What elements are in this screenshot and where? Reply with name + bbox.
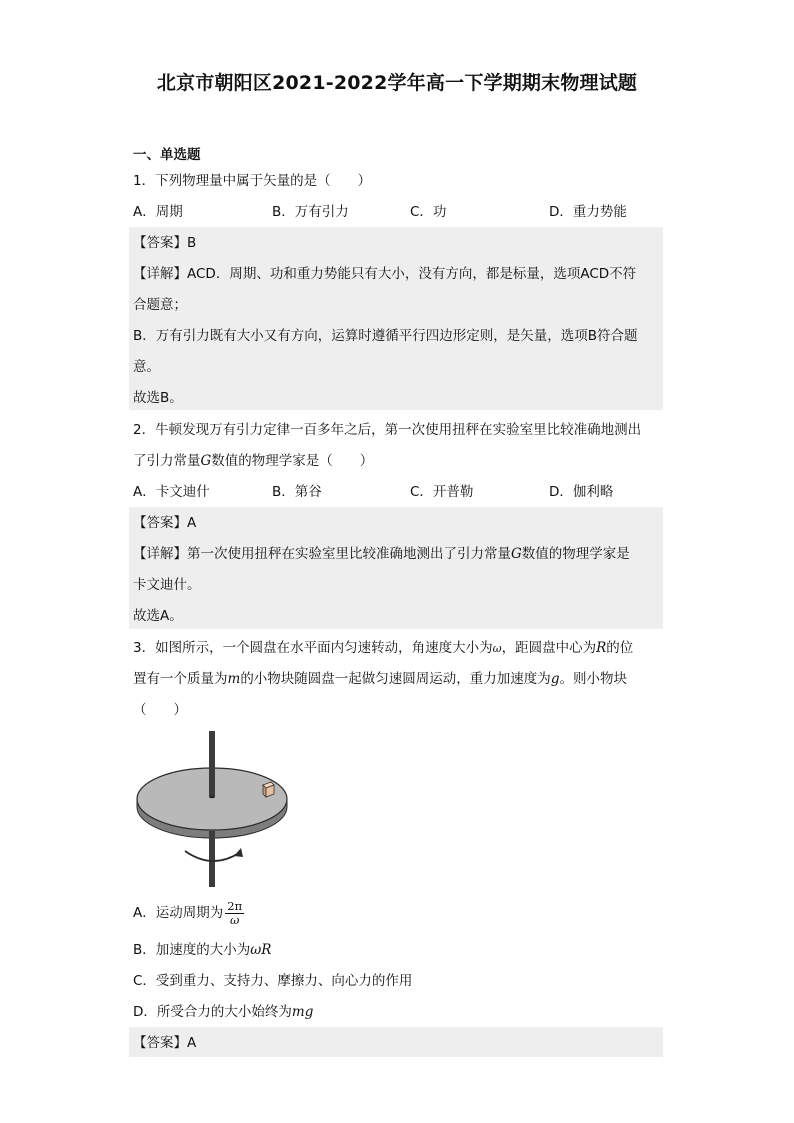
q2-option-d: D．伽利略 bbox=[549, 484, 614, 500]
fraction-denominator: ω bbox=[229, 912, 240, 927]
q3-answer: 【答案】A bbox=[133, 1035, 197, 1051]
q2-detail-line bbox=[133, 544, 630, 564]
fraction-numerator: 2π bbox=[227, 898, 243, 913]
q1-detail-line: 合题意； bbox=[133, 297, 187, 313]
q2-detail-text: 【详解】第一次使用扭秤在实验室里比较准确地测出了引力常量 bbox=[133, 546, 511, 562]
gravity-symbol: g bbox=[550, 671, 560, 687]
q3-option-b bbox=[133, 940, 271, 960]
q2-stem-line bbox=[133, 451, 373, 471]
q1-option-a: A．周期 bbox=[133, 204, 183, 220]
q1-answer: 【答案】B bbox=[133, 235, 197, 251]
q1-answer-block bbox=[129, 227, 663, 410]
q3-stem-text: 。则小物块 bbox=[559, 671, 627, 687]
q2-option-c: C．开普勒 bbox=[410, 484, 474, 500]
q1-conclusion: 故选B。 bbox=[133, 390, 183, 406]
q3-option-d bbox=[133, 1002, 313, 1022]
q3-stem-line: （ ） bbox=[133, 702, 187, 718]
omega-symbol: ω bbox=[492, 642, 502, 655]
rotating-disc-figure bbox=[133, 727, 293, 891]
mg-symbol: mg bbox=[291, 1004, 314, 1020]
section-heading: 一、单选题 bbox=[133, 147, 201, 163]
q2-conclusion: 故选A。 bbox=[133, 608, 183, 624]
mass-symbol: m bbox=[227, 671, 241, 687]
q3-stem-line bbox=[133, 638, 633, 659]
q3-option-c: C．受到重力、支持力、摩擦力、向心力的作用 bbox=[133, 973, 413, 989]
q2-stem-line: 2．牛顿发现万有引力定律一百多年之后，第一次使用扭秤在实验室里比较准确地测出 bbox=[133, 422, 642, 438]
q1-stem: 1．下列物理量中属于矢量的是（ ） bbox=[133, 173, 372, 189]
page-title: 北京市朝阳区2021-2022学年高一下学期期末物理试题 bbox=[156, 72, 638, 94]
q2-stem-text: 了引力常量 bbox=[133, 453, 201, 469]
q1-option-b: B．万有引力 bbox=[272, 204, 349, 220]
period-fraction bbox=[225, 900, 244, 927]
q1-detail-line: 【详解】ACD．周期、功和重力势能只有大小，没有方向，都是标量，选项ACD不符 bbox=[133, 266, 637, 282]
q1-detail-line: B．万有引力既有大小又有方向，运算时遵循平行四边形定则，是矢量，选项B符合题 bbox=[133, 328, 638, 344]
axle-bottom bbox=[209, 831, 215, 887]
q3-stem-text: 的小物块随圆盘一起做匀速圆周运动，重力加速度为 bbox=[240, 671, 551, 687]
q3-option-a-text: A．运动周期为 bbox=[133, 905, 224, 921]
q3-stem-text: 的位 bbox=[606, 640, 634, 656]
q3-stem-line bbox=[133, 669, 627, 689]
q2-option-b: B．第谷 bbox=[272, 484, 322, 500]
q2-detail-text: 数值的物理学家是 bbox=[521, 546, 630, 562]
omega-r-symbol: ωR bbox=[250, 942, 272, 958]
q2-stem-text: 数值的物理学家是（ ） bbox=[211, 453, 374, 469]
q2-option-a: A．卡文迪什 bbox=[133, 484, 210, 500]
q3-stem-text: 置有一个质量为 bbox=[133, 671, 228, 687]
q3-stem-text: ，距圆盘中心为 bbox=[501, 640, 597, 656]
q3-option-b-text: B．加速度的大小为 bbox=[133, 942, 251, 958]
axle-upper-over-disc bbox=[209, 731, 215, 798]
q3-stem-text: 3．如图所示，一个圆盘在水平面内匀速转动，角速度大小为 bbox=[133, 640, 493, 656]
q3-answer-block bbox=[129, 1027, 663, 1057]
gravitational-constant-symbol: G bbox=[511, 546, 522, 562]
q2-detail-line: 卡文迪什。 bbox=[133, 577, 201, 593]
radius-symbol: R bbox=[596, 640, 607, 656]
q2-answer: 【答案】A bbox=[133, 515, 197, 531]
q2-answer-block bbox=[129, 507, 663, 629]
q3-option-d-text: D．所受合力的大小始终为 bbox=[133, 1004, 292, 1020]
q1-detail-line: 意。 bbox=[133, 359, 160, 375]
q1-option-c: C．功 bbox=[410, 204, 447, 220]
block-icon bbox=[263, 782, 274, 797]
q3-option-a bbox=[133, 894, 244, 932]
gravitational-constant-symbol: G bbox=[200, 453, 212, 469]
q1-option-d: D．重力势能 bbox=[549, 204, 627, 220]
